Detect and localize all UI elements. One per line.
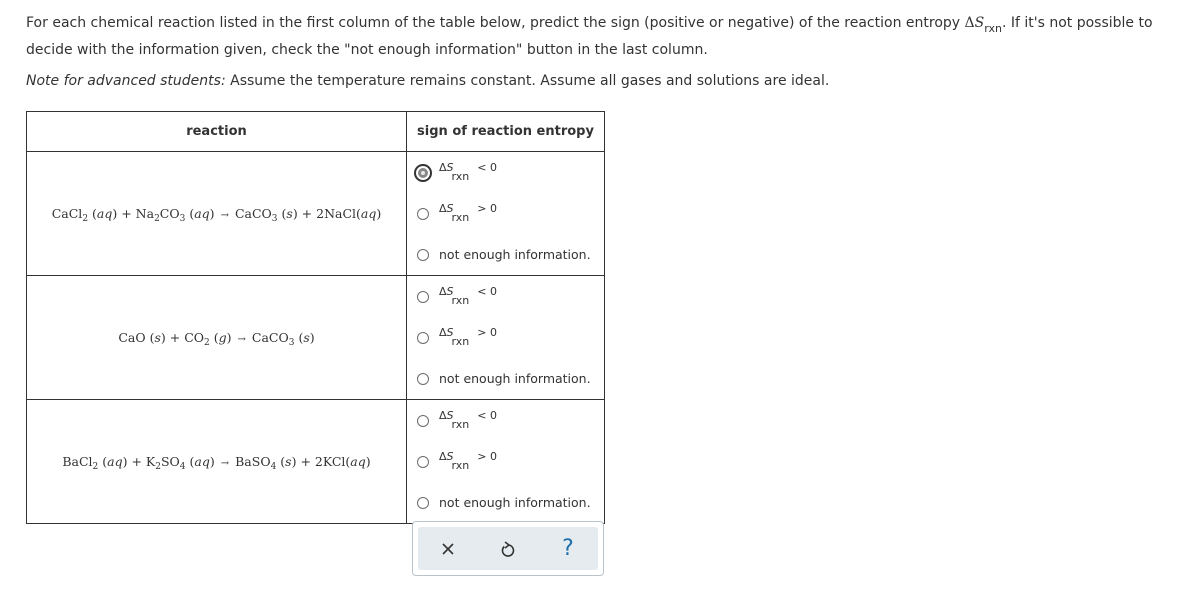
reaction-equation: CaCl$_2$ $(aq) + Na_2CO_3$ (aq) → CaCO$_3$ (s) + 2NaCl(aq) bbox=[51, 205, 382, 224]
radio-button[interactable] bbox=[417, 497, 429, 509]
option-label: not enough information. bbox=[439, 371, 591, 386]
reaction-row bbox=[27, 400, 605, 524]
help-button[interactable] bbox=[548, 529, 588, 569]
option-label: not enough information. bbox=[439, 495, 591, 510]
radio-button[interactable] bbox=[417, 373, 429, 385]
sign-options-cell bbox=[407, 152, 605, 276]
reaction-table bbox=[26, 111, 605, 524]
undo-icon bbox=[500, 540, 516, 558]
radio-button[interactable] bbox=[417, 208, 429, 220]
option-label: not enough information. bbox=[439, 247, 591, 262]
radio-button[interactable] bbox=[417, 415, 429, 427]
option-label: ΔSrxn> 0 bbox=[439, 450, 497, 472]
radio-button[interactable] bbox=[417, 291, 429, 303]
clear-button[interactable] bbox=[428, 529, 468, 569]
reaction-row bbox=[27, 152, 605, 276]
reaction-equation: CaO $(s) + CO_2$ (g) → CaCO$_3$ (s) bbox=[118, 329, 315, 348]
reaction-arrow: → bbox=[220, 209, 229, 221]
answer-toolbar bbox=[412, 521, 604, 576]
option-label: ΔSrxn> 0 bbox=[439, 326, 497, 348]
option-label: ΔSrxn> 0 bbox=[439, 202, 497, 224]
option-label: ΔSrxn< 0 bbox=[439, 409, 497, 431]
instructions bbox=[26, 10, 1176, 94]
radio-button[interactable] bbox=[417, 332, 429, 344]
advanced-note: Note for advanced students: Assume the temperature remains constant. Assume all gases and solutions are ideal. bbox=[26, 73, 830, 89]
radio-button[interactable] bbox=[417, 456, 429, 468]
sign-options-cell bbox=[407, 276, 605, 400]
option-not-enough-info[interactable] bbox=[407, 482, 604, 523]
reaction-cell bbox=[27, 400, 407, 524]
sign-options-cell bbox=[407, 400, 605, 524]
reaction-equation: BaCl$_2$ $(aq) + K_2SO_4$ (aq) → BaSO$_4$ (s) + 2KCl(aq) bbox=[62, 453, 371, 472]
option-label: ΔSrxn< 0 bbox=[439, 285, 497, 307]
option-not-enough-info[interactable] bbox=[407, 234, 604, 275]
option-positive[interactable] bbox=[407, 441, 604, 482]
option-negative[interactable] bbox=[407, 152, 604, 193]
option-negative[interactable] bbox=[407, 276, 604, 317]
entropy-symbol: $\Delta S_{rxn}$ bbox=[964, 15, 1002, 35]
x-icon bbox=[441, 542, 455, 556]
help-icon: ? bbox=[562, 536, 574, 561]
reaction-arrow: → bbox=[237, 333, 246, 345]
radio-button[interactable] bbox=[414, 164, 432, 182]
instruction-text: For each chemical reaction listed in the first column of the table below, predict the sign (positive or negative) of the reaction entropy $\Delta S_{rxn}$. If it's not possible to decide with the information given, check the "not enough information" button in the last column. bbox=[26, 15, 1153, 58]
option-not-enough-info[interactable] bbox=[407, 358, 604, 399]
header-sign: sign of reaction entropy bbox=[407, 112, 605, 152]
undo-button[interactable] bbox=[488, 529, 528, 569]
option-negative[interactable] bbox=[407, 400, 604, 441]
option-label: ΔSrxn< 0 bbox=[439, 161, 497, 183]
reaction-cell bbox=[27, 152, 407, 276]
header-reaction: reaction bbox=[27, 112, 407, 152]
option-positive[interactable] bbox=[407, 317, 604, 358]
reaction-arrow: → bbox=[220, 457, 230, 469]
option-positive[interactable] bbox=[407, 193, 604, 234]
reaction-row bbox=[27, 276, 605, 400]
radio-button[interactable] bbox=[417, 249, 429, 261]
reaction-cell bbox=[27, 276, 407, 400]
